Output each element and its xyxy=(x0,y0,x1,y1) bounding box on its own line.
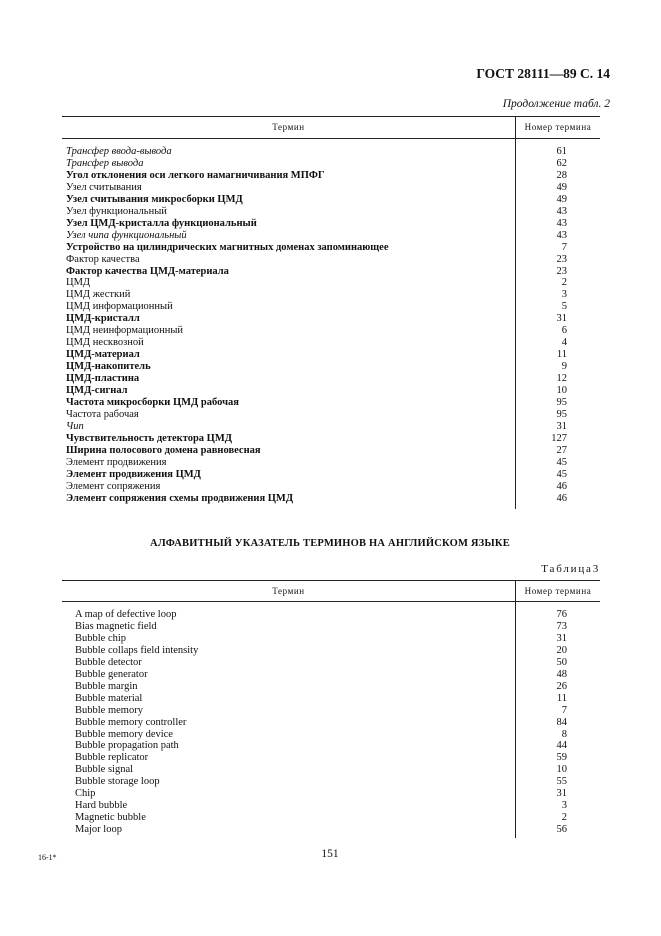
row-term: Угол отклонения оси легкого намагничивания МПФГ xyxy=(66,169,325,181)
row-term: Узел функциональный xyxy=(66,205,167,217)
table-row xyxy=(66,301,600,313)
table-row xyxy=(66,266,600,278)
row-term: Bubble signal xyxy=(75,764,134,776)
footer-page-number: 151 xyxy=(321,848,339,860)
table-row xyxy=(75,764,600,776)
table-row xyxy=(66,457,600,469)
table-row xyxy=(66,409,600,421)
row-term: Узел считывания xyxy=(66,181,142,193)
row-term: ЦМД информационный xyxy=(66,301,173,313)
row-term: ЦМД-кристалл xyxy=(66,313,140,325)
table-row xyxy=(66,289,600,301)
row-term: A map of defective loop xyxy=(75,609,177,620)
row-term-number: 31 xyxy=(556,313,567,325)
table3-col-term: Термин xyxy=(272,586,305,596)
table-row xyxy=(66,170,600,182)
row-term: ЦМД-материал xyxy=(66,349,140,361)
row-term-number: 43 xyxy=(556,217,567,229)
table-row xyxy=(66,158,600,170)
table-row xyxy=(66,254,600,266)
row-term: Элемент сопряжения xyxy=(66,480,161,492)
table-row xyxy=(66,277,600,289)
table2-header-border xyxy=(62,138,600,139)
row-term-number: 11 xyxy=(556,692,567,704)
row-term-number: 59 xyxy=(556,752,567,764)
row-term: Bias magnetic field xyxy=(75,620,157,632)
row-term: Bubble memory xyxy=(75,704,143,716)
row-term-number: 45 xyxy=(556,468,567,480)
row-term-number: 20 xyxy=(556,644,567,656)
row-term-number: 23 xyxy=(556,265,567,277)
table2-col-term: Термин xyxy=(272,122,305,132)
row-term: Hard bubble xyxy=(75,800,128,812)
table-row xyxy=(66,230,600,242)
row-term: Элемент сопряжения схемы продвижения ЦМД xyxy=(66,492,294,504)
row-term: Чувствительность детектора ЦМД xyxy=(66,432,232,444)
row-term-number: 45 xyxy=(556,456,567,468)
row-term-number: 46 xyxy=(556,480,567,492)
row-term-number: 56 xyxy=(556,824,567,836)
row-term-number: 3 xyxy=(561,289,567,301)
row-term-number: 127 xyxy=(551,432,567,444)
row-term-number: 9 xyxy=(561,361,567,373)
table-row xyxy=(66,445,600,457)
row-term: ЦМД несквозной xyxy=(66,337,144,349)
row-term-number: 76 xyxy=(556,609,567,620)
row-term-number: 7 xyxy=(561,704,567,716)
row-term-number: 48 xyxy=(556,668,567,680)
table-row xyxy=(75,800,600,812)
row-term: Ширина полосового домена равновесная xyxy=(66,444,261,456)
table-row xyxy=(66,361,600,373)
table3-label: Таблица3 xyxy=(541,563,600,575)
table-row xyxy=(66,349,600,361)
row-term-number: 49 xyxy=(556,193,567,205)
row-term-number: 2 xyxy=(561,812,567,824)
row-term-number: 95 xyxy=(556,408,567,420)
row-term: Фактор качества xyxy=(66,253,140,265)
row-term: ЦМД неинформационный xyxy=(66,325,184,337)
footer-sheet-mark: 16-1* xyxy=(38,853,57,862)
row-term-number: 95 xyxy=(556,396,567,408)
row-term-number: 28 xyxy=(556,169,567,181)
row-term: Bubble margin xyxy=(75,680,138,692)
table-row xyxy=(75,740,600,752)
row-term: Чип xyxy=(66,420,84,432)
row-term-number: 49 xyxy=(556,181,567,193)
table-row xyxy=(66,433,600,445)
row-term-number: 62 xyxy=(556,157,567,169)
row-term-number: 84 xyxy=(556,716,567,728)
row-term: ЦМД жесткий xyxy=(66,289,131,301)
row-term-number: 10 xyxy=(556,764,567,776)
row-term-number: 73 xyxy=(556,620,567,632)
row-term: Bubble memory device xyxy=(75,728,173,740)
table-row xyxy=(75,824,600,836)
row-term: Bubble material xyxy=(75,692,143,704)
row-term-number: 26 xyxy=(556,680,567,692)
row-term-number: 31 xyxy=(556,632,567,644)
row-term: Bubble storage loop xyxy=(75,776,160,788)
table-row xyxy=(66,481,600,493)
row-term: Частота микросборки ЦМД рабочая xyxy=(66,396,239,408)
row-term-number: 27 xyxy=(556,444,567,456)
page-header-title: ГОСТ 28111—89 С. 14 xyxy=(476,66,610,81)
row-term-number: 55 xyxy=(556,776,567,788)
row-term-number: 12 xyxy=(556,373,567,385)
table-row xyxy=(75,788,600,800)
table-row xyxy=(66,397,600,409)
row-term-number: 8 xyxy=(561,728,567,740)
table-row xyxy=(75,657,600,669)
table2-col-num: Номер термина xyxy=(524,122,592,132)
table-row xyxy=(75,693,600,705)
table-row xyxy=(66,421,600,433)
table2-top-border xyxy=(62,116,600,117)
table-row xyxy=(66,313,600,325)
table-row xyxy=(75,705,600,717)
row-term: ЦМД-пластина xyxy=(66,373,140,385)
row-term: Узел ЦМД-кристалла функциональный xyxy=(66,217,257,229)
row-term: Частота рабочая xyxy=(66,408,139,420)
row-term: Элемент продвижения ЦМД xyxy=(66,468,201,480)
table-row xyxy=(75,729,600,741)
row-term: Узел считывания микросборки ЦМД xyxy=(66,193,243,205)
row-term-number: 4 xyxy=(561,337,567,349)
table-row xyxy=(66,146,600,158)
row-term-number: 61 xyxy=(556,146,567,157)
table-row xyxy=(66,385,600,397)
row-term-number: 46 xyxy=(556,492,567,504)
row-term-number: 31 xyxy=(556,420,567,432)
table-row xyxy=(75,717,600,729)
row-term-number: 23 xyxy=(556,253,567,265)
table-row xyxy=(66,206,600,218)
row-term: Major loop xyxy=(75,824,122,836)
table-row xyxy=(66,337,600,349)
row-term: Bubble memory controller xyxy=(75,716,187,728)
table-row xyxy=(66,493,600,505)
table-row xyxy=(66,373,600,385)
row-term: Трансфер ввода-вывода xyxy=(66,146,172,157)
row-term: Bubble collaps field intensity xyxy=(75,644,199,656)
table-row xyxy=(66,469,600,481)
row-term-number: 11 xyxy=(556,349,567,361)
row-term: Фактор качества ЦМД-материала xyxy=(66,265,229,277)
row-term-number: 6 xyxy=(561,325,567,337)
row-term: ЦМД-сигнал xyxy=(66,385,128,396)
table-continuation-label: Продолжение табл. 2 xyxy=(502,98,610,110)
table-row xyxy=(75,812,600,824)
table-row xyxy=(66,218,600,230)
row-term: Bubble replicator xyxy=(75,752,149,764)
row-term: Узел чипа функциональный xyxy=(66,229,187,241)
table-row xyxy=(75,633,600,645)
row-term: Magnetic bubble xyxy=(75,812,146,824)
row-term-number: 43 xyxy=(556,205,567,217)
table3-top-border xyxy=(62,580,600,581)
row-term: ЦМД xyxy=(66,277,91,289)
row-term-number: 7 xyxy=(561,241,567,253)
table-row xyxy=(66,242,600,254)
table-row xyxy=(75,669,600,681)
row-term-number: 5 xyxy=(561,301,567,313)
row-term-number: 3 xyxy=(561,800,567,812)
row-term: Bubble detector xyxy=(75,656,142,668)
row-term-number: 10 xyxy=(556,385,567,396)
row-term: Chip xyxy=(75,788,96,800)
row-term: Трансфер вывода xyxy=(66,157,144,169)
row-term: Устройство на цилиндрических магнитных доменах запоминающее xyxy=(66,241,389,253)
row-term: Элемент продвижения xyxy=(66,456,167,468)
table-row xyxy=(75,681,600,693)
table3-col-num: Номер термина xyxy=(524,586,592,596)
row-term-number: 2 xyxy=(561,277,567,289)
table-row xyxy=(75,621,600,633)
row-term: ЦМД-накопитель xyxy=(66,361,151,373)
table-row xyxy=(75,752,600,764)
row-term-number: 31 xyxy=(556,788,567,800)
row-term-number: 44 xyxy=(556,740,567,752)
table-row xyxy=(75,609,600,621)
table-row xyxy=(75,645,600,657)
row-term: Bubble chip xyxy=(75,632,127,644)
table-row xyxy=(75,776,600,788)
row-term: Bubble generator xyxy=(75,668,148,680)
table-row xyxy=(66,194,600,206)
table-row xyxy=(66,325,600,337)
row-term: Bubble propagation path xyxy=(75,740,179,752)
row-term-number: 50 xyxy=(556,656,567,668)
row-term-number: 43 xyxy=(556,229,567,241)
section-title: АЛФАВИТНЫЙ УКАЗАТЕЛЬ ТЕРМИНОВ НА АНГЛИЙСКОМ ЯЗЫКЕ xyxy=(150,538,510,549)
table3-header-border xyxy=(62,601,600,602)
table-row xyxy=(66,182,600,194)
